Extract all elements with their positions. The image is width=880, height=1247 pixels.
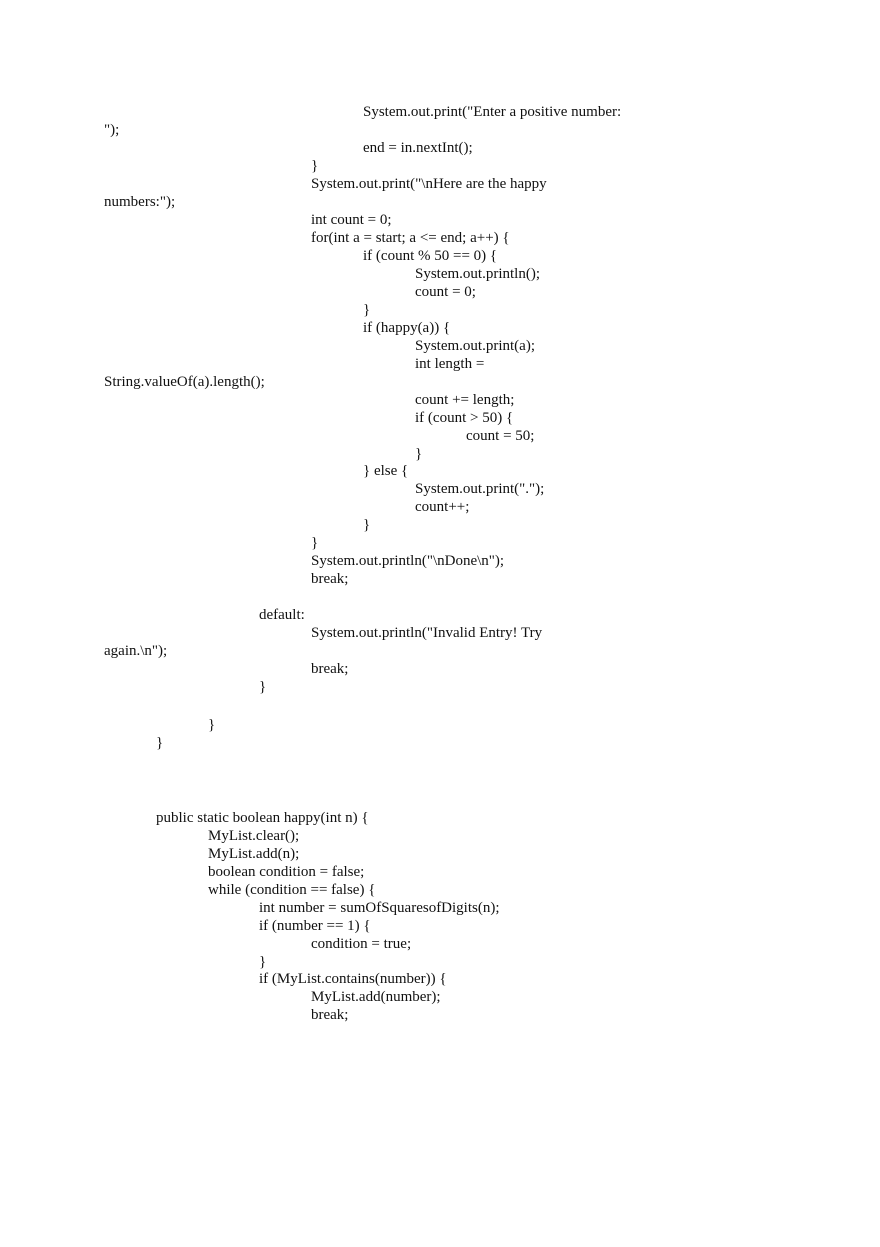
- code-line: System.out.print("\nHere are the happy: [311, 176, 547, 192]
- code-line: default:: [259, 607, 305, 623]
- code-line: }: [259, 954, 267, 970]
- code-line: while (condition == false) {: [208, 882, 376, 898]
- code-line: break;: [311, 1007, 349, 1023]
- code-line: }: [259, 679, 267, 695]
- code-line: }: [415, 446, 423, 462]
- code-line: System.out.print(a);: [415, 338, 535, 354]
- code-line: again.\n");: [104, 643, 168, 659]
- code-line: }: [208, 717, 216, 733]
- code-line: count = 50;: [466, 428, 535, 444]
- code-line: } else {: [363, 463, 409, 479]
- code-line: public static boolean happy(int n) {: [156, 810, 369, 826]
- code-line: boolean condition = false;: [208, 864, 365, 880]
- code-line: int number = sumOfSquaresofDigits(n);: [259, 900, 500, 916]
- code-line: end = in.nextInt();: [363, 140, 473, 156]
- code-line: if (number == 1) {: [259, 918, 371, 934]
- code-line: break;: [311, 661, 349, 677]
- code-line: MyList.add(n);: [208, 846, 300, 862]
- code-line: }: [363, 517, 371, 533]
- code-line: for(int a = start; a <= end; a++) {: [311, 230, 510, 246]
- code-line: numbers:");: [104, 194, 176, 210]
- code-line: System.out.print("Enter a positive number:: [363, 104, 622, 120]
- code-line: }: [311, 158, 319, 174]
- code-line: System.out.println();: [415, 266, 540, 282]
- code-line: count++;: [415, 499, 470, 515]
- code-line: ");: [104, 122, 120, 138]
- code-line: MyList.clear();: [208, 828, 300, 844]
- code-line: }: [156, 735, 164, 751]
- code-line: System.out.println("Invalid Entry! Try: [311, 625, 543, 641]
- code-line: condition = true;: [311, 936, 412, 952]
- code-line: break;: [311, 571, 349, 587]
- code-line: MyList.add(number);: [311, 989, 441, 1005]
- code-line: if (happy(a)) {: [363, 320, 451, 336]
- code-line: }: [363, 302, 371, 318]
- code-line: if (count > 50) {: [415, 410, 514, 426]
- code-line: count = 0;: [415, 284, 476, 300]
- code-line: if (count % 50 == 0) {: [363, 248, 498, 264]
- code-line: String.valueOf(a).length();: [104, 374, 265, 390]
- code-line: }: [311, 535, 319, 551]
- code-line: int count = 0;: [311, 212, 392, 228]
- code-line: System.out.print(".");: [415, 481, 545, 497]
- code-line: if (MyList.contains(number)) {: [259, 971, 447, 987]
- code-line: System.out.println("\nDone\n");: [311, 553, 505, 569]
- code-line: count += length;: [415, 392, 515, 408]
- code-line: int length =: [415, 356, 485, 372]
